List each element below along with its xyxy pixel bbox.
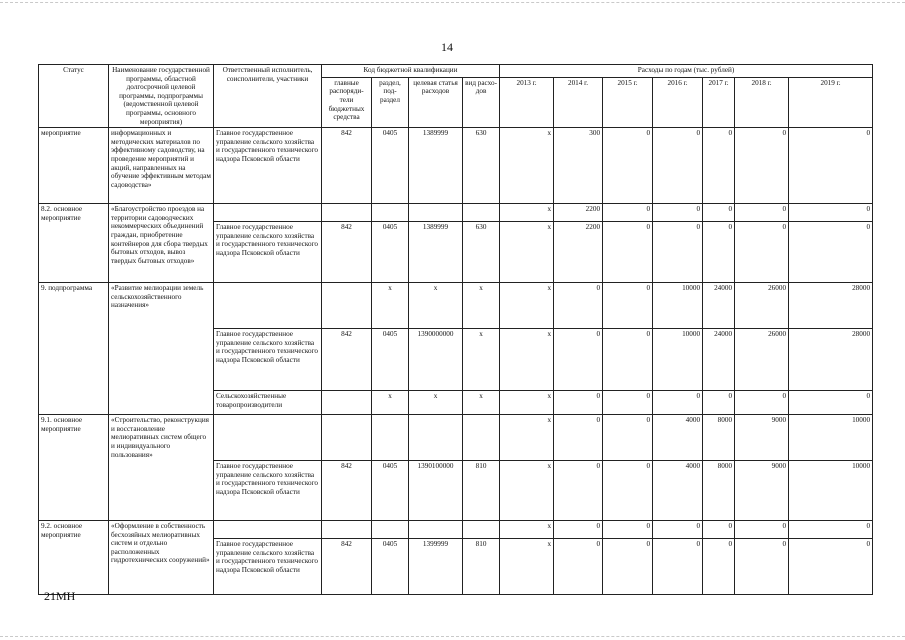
header-row-top	[39, 65, 873, 78]
expense-cell: 0	[789, 391, 873, 415]
expense-cell: 0	[603, 539, 653, 595]
table-row	[39, 204, 873, 222]
expense-cell: x	[500, 521, 554, 539]
csr-header: целевая статья расходов	[409, 77, 463, 127]
grbs-cell: 842	[322, 539, 372, 595]
expense-cell: 0	[653, 222, 703, 283]
status-cell: 9.2. основное мероприятие	[39, 521, 109, 595]
expense-cell: 0	[703, 128, 735, 204]
expense-cell: 0	[603, 128, 653, 204]
vr-cell: x	[463, 329, 500, 391]
status-cell: 9. подпрограмма	[39, 283, 109, 415]
expense-cell: 28000	[789, 283, 873, 329]
grbs-cell	[322, 391, 372, 415]
csr-cell	[409, 521, 463, 539]
expense-cell: 4000	[653, 415, 703, 461]
expense-cell: 0	[603, 329, 653, 391]
grbs-cell: 842	[322, 461, 372, 521]
responsible-cell	[214, 204, 322, 222]
rzpr-cell	[372, 521, 409, 539]
expense-cell: 0	[554, 329, 603, 391]
expense-cell: 2200	[554, 222, 603, 283]
rzpr-cell: x	[372, 391, 409, 415]
csr-cell: x	[409, 283, 463, 329]
grbs-cell	[322, 283, 372, 329]
expense-cell: x	[500, 204, 554, 222]
expense-cell: x	[500, 391, 554, 415]
vr-cell: x	[463, 283, 500, 329]
expense-cell: 300	[554, 128, 603, 204]
expense-cell: 24000	[703, 329, 735, 391]
year-header: 2014 г.	[554, 77, 603, 127]
year-header: 2017 г.	[703, 77, 735, 127]
expense-cell: 0	[735, 539, 789, 595]
csr-cell: 1390000000	[409, 329, 463, 391]
expense-cell: 0	[554, 521, 603, 539]
expense-cell: 10000	[653, 329, 703, 391]
csr-cell: 1399999	[409, 539, 463, 595]
responsible-cell	[214, 521, 322, 539]
year-header: 2013 г.	[500, 77, 554, 127]
vr-cell	[463, 521, 500, 539]
responsible-cell: Сельскохозяйственные товаропроизводители	[214, 391, 322, 415]
table-body	[39, 128, 873, 595]
expense-cell: 0	[653, 391, 703, 415]
budget-table	[38, 64, 873, 595]
vr-header: вид расхо-дов	[463, 77, 500, 127]
name-header: Наименование государственной программы, областной долгосрочной целевой программы, подпрограммы (ведомственной целевой программы, основного мероприятия)	[109, 65, 214, 128]
rzpr-cell: x	[372, 283, 409, 329]
expense-cell: x	[500, 415, 554, 461]
responsible-cell	[214, 415, 322, 461]
rzpr-cell: 0405	[372, 461, 409, 521]
rzpr-cell: 0405	[372, 128, 409, 204]
expense-cell: 26000	[735, 329, 789, 391]
expense-cell: 0	[735, 204, 789, 222]
expense-cell: 0	[789, 204, 873, 222]
document-code: 21МН	[44, 589, 76, 603]
responsible-cell: Главное государственное управление сельского хозяйства и государственного технического надзора Псковской области	[214, 329, 322, 391]
vr-cell	[463, 204, 500, 222]
expense-cell: 4000	[653, 461, 703, 521]
expense-cell: 0	[789, 128, 873, 204]
expense-cell: 0	[603, 391, 653, 415]
year-header: 2019 г.	[789, 77, 873, 127]
responsible-cell	[214, 283, 322, 329]
expense-cell: 0	[703, 539, 735, 595]
grbs-cell: 842	[322, 222, 372, 283]
expense-cell: 0	[789, 539, 873, 595]
scan-edge-bottom	[0, 636, 905, 637]
expense-cell: x	[500, 461, 554, 521]
vr-cell: 630	[463, 128, 500, 204]
year-header: 2018 г.	[735, 77, 789, 127]
scan-edge-top	[0, 2, 905, 3]
expense-cell: x	[500, 222, 554, 283]
expense-cell: 0	[554, 283, 603, 329]
expense-cell: 0	[789, 521, 873, 539]
grbs-cell	[322, 415, 372, 461]
expense-cell: 0	[735, 391, 789, 415]
expense-cell: 0	[653, 521, 703, 539]
grbs-cell	[322, 521, 372, 539]
csr-cell: x	[409, 391, 463, 415]
expense-cell: 0	[603, 222, 653, 283]
expense-cell: 9000	[735, 461, 789, 521]
program-name-cell: информационных и методических материалов по эффективному садоводству, на проведение мероприятий и акций, направленных на обучение эффективным методам садоводства»	[109, 128, 214, 204]
rzpr-cell	[372, 204, 409, 222]
csr-cell: 1389999	[409, 128, 463, 204]
year-header: 2016 г.	[653, 77, 703, 127]
year-header: 2015 г.	[603, 77, 653, 127]
table-row	[39, 521, 873, 539]
expense-cell: 0	[703, 222, 735, 283]
program-name-cell: «Благоустройство проездов на территории садоводческих некоммерческих объединений граждан, приобретение контейнеров для сбора твердых бытовых отходов, вывоз твердых бытовых отходов»	[109, 204, 214, 283]
expense-cell: 8000	[703, 461, 735, 521]
expense-cell: 10000	[653, 283, 703, 329]
expense-cell: 8000	[703, 415, 735, 461]
grbs-cell: 842	[322, 128, 372, 204]
csr-cell: 1389999	[409, 222, 463, 283]
expense-cell: 0	[554, 391, 603, 415]
program-name-cell: «Развитие мелиорации земель сельскохозяйственного назначения»	[109, 283, 214, 415]
expense-cell: 26000	[735, 283, 789, 329]
grbs-cell	[322, 204, 372, 222]
rzpr-cell	[372, 415, 409, 461]
expense-cell: 0	[735, 128, 789, 204]
expense-cell: x	[500, 329, 554, 391]
status-header: Статус	[39, 65, 109, 128]
rzpr-header: раздел, под-раздел	[372, 77, 409, 127]
responsible-cell: Главное государственное управление сельского хозяйства и государственного технического надзора Псковской области	[214, 222, 322, 283]
status-cell: мероприятие	[39, 128, 109, 204]
responsible-cell: Главное государственное управление сельского хозяйства и государственного технического надзора Псковской области	[214, 461, 322, 521]
vr-cell	[463, 415, 500, 461]
status-cell: 8.2. основное мероприятие	[39, 204, 109, 283]
expense-cell: 0	[603, 283, 653, 329]
expense-cell: 0	[603, 461, 653, 521]
budget-code-group-header: Код бюджетной квалификации	[322, 65, 500, 78]
expense-cell: 0	[703, 204, 735, 222]
expense-cell: 0	[603, 415, 653, 461]
expense-cell: 0	[703, 521, 735, 539]
vr-cell: 810	[463, 539, 500, 595]
expense-cell: 0	[735, 521, 789, 539]
csr-cell: 1390100000	[409, 461, 463, 521]
expenses-group-header: Расходы по годам (тыс. рублей)	[500, 65, 873, 78]
expense-cell: 0	[653, 128, 703, 204]
status-cell: 9.1. основное мероприятие	[39, 415, 109, 521]
table-row	[39, 128, 873, 204]
expense-cell: 0	[554, 539, 603, 595]
grbs-header: главные распоряди-тели бюджетных средства	[322, 77, 372, 127]
rzpr-cell: 0405	[372, 539, 409, 595]
expense-cell: 0	[653, 204, 703, 222]
expense-cell: x	[500, 283, 554, 329]
expense-cell: 10000	[789, 461, 873, 521]
expense-cell: 24000	[703, 283, 735, 329]
expense-cell: 0	[554, 461, 603, 521]
csr-cell	[409, 415, 463, 461]
expense-cell: 0	[703, 391, 735, 415]
expense-cell: 0	[554, 415, 603, 461]
expense-cell: 0	[735, 222, 789, 283]
expense-cell: 0	[653, 539, 703, 595]
expense-cell: x	[500, 128, 554, 204]
rzpr-cell: 0405	[372, 329, 409, 391]
responsible-cell: Главное государственное управление сельского хозяйства и государственного технического надзора Псковской области	[214, 539, 322, 595]
expense-cell: 28000	[789, 329, 873, 391]
table-row	[39, 415, 873, 461]
expense-cell: 9000	[735, 415, 789, 461]
program-name-cell: «Оформление в собственность бесхозяйных мелиоративных систем и отдельно расположенных гидротехнических сооружений»	[109, 521, 214, 595]
rzpr-cell: 0405	[372, 222, 409, 283]
expense-cell: 0	[789, 222, 873, 283]
vr-cell: x	[463, 391, 500, 415]
responsible-header: Ответственный исполнитель, соисполнители, участники	[214, 65, 322, 128]
grbs-cell: 842	[322, 329, 372, 391]
csr-cell	[409, 204, 463, 222]
expense-cell: 0	[603, 204, 653, 222]
vr-cell: 810	[463, 461, 500, 521]
page-number: 14	[441, 40, 453, 54]
expense-cell: x	[500, 539, 554, 595]
responsible-cell: Главное государственное управление сельского хозяйства и государственного технического надзора Псковской области	[214, 128, 322, 204]
expense-cell: 2200	[554, 204, 603, 222]
table-row	[39, 283, 873, 329]
table-header	[39, 65, 873, 128]
vr-cell: 630	[463, 222, 500, 283]
expense-cell: 10000	[789, 415, 873, 461]
expense-cell: 0	[603, 521, 653, 539]
program-name-cell: «Строительство, реконструкция и восстановление мелиоративных систем общего и индивидуального пользования»	[109, 415, 214, 521]
